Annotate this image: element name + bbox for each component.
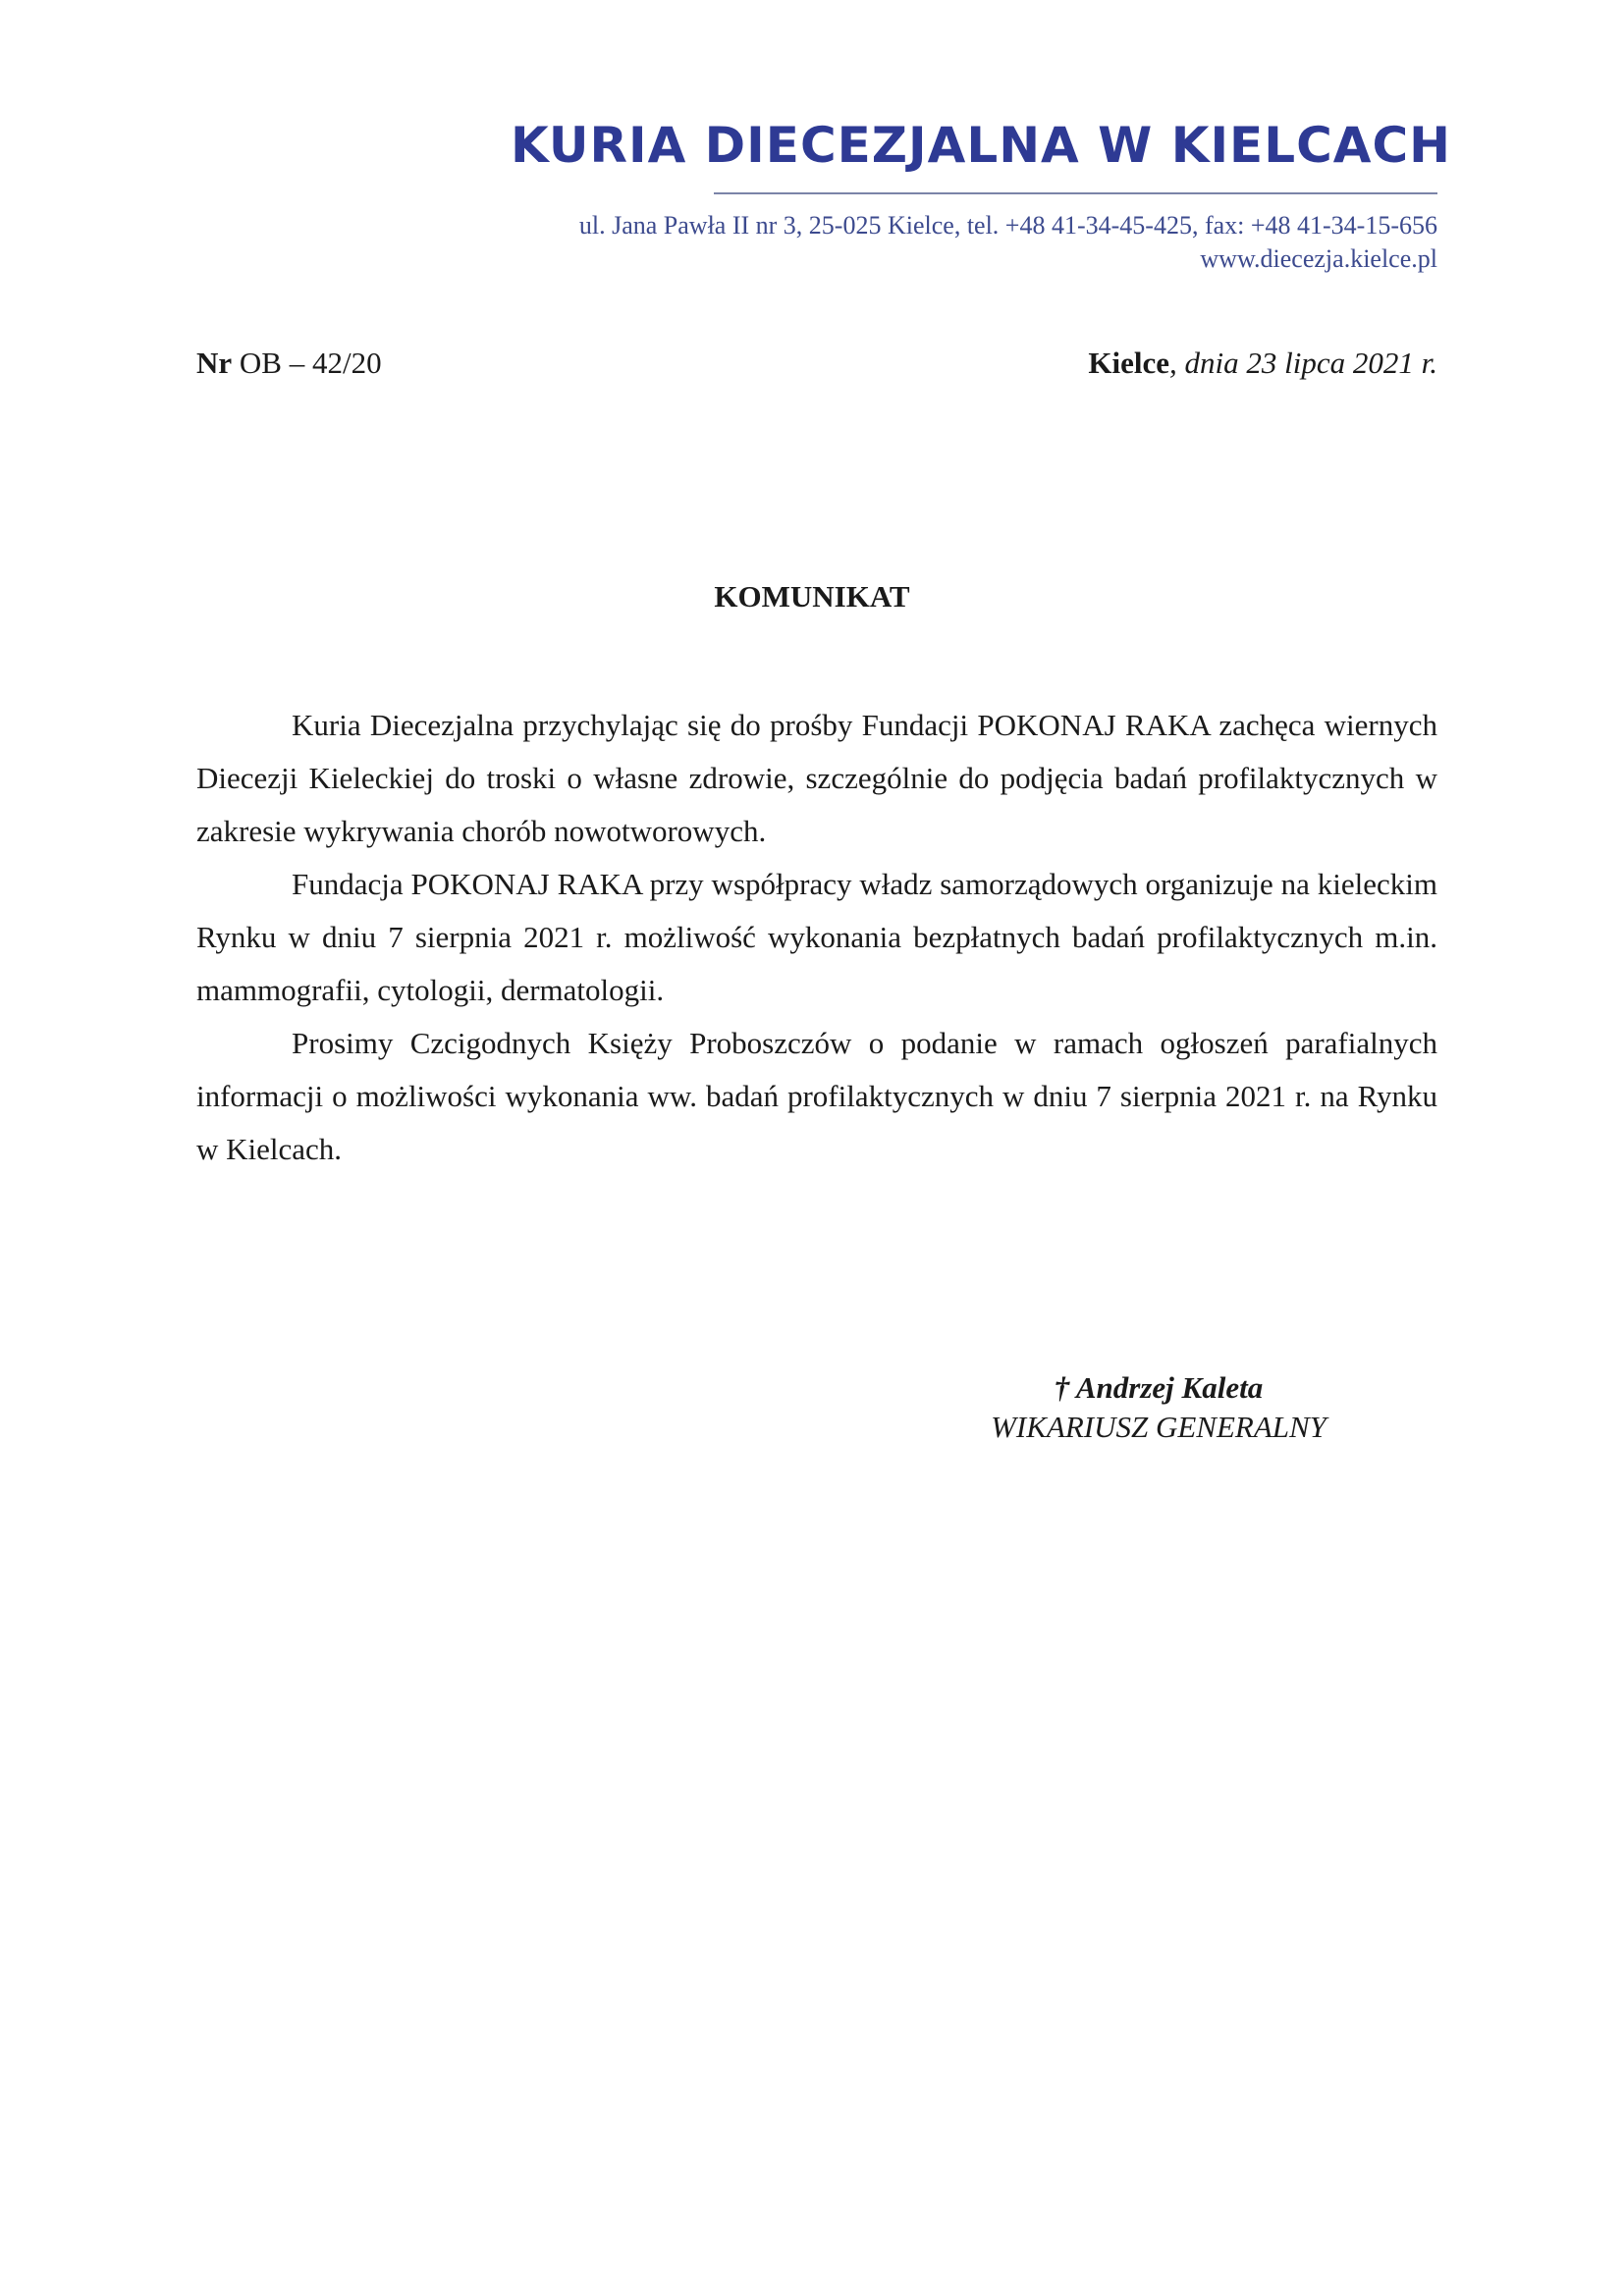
body-paragraph: Fundacja POKONAJ RAKA przy współpracy władz samorządowych organizuje na kieleckim Rynku w dniu 7 sierpnia 2021 r. możliwość wykonania bezpłatnych badań profilaktycznych m.in. mammografii, cytologii, dermatologii.: [196, 867, 1437, 1007]
place-and-date: [1088, 346, 1437, 381]
letterhead-website: www.diecezja.kielce.pl: [1200, 244, 1437, 273]
signature-block: [923, 1368, 1394, 1447]
letterhead-address: ul. Jana Pawła II nr 3, 25-025 Kielce, tel. +48 41-34-45-425, fax: +48 41-34-15-656: [578, 211, 1437, 240]
letterhead: [511, 116, 1452, 273]
body-paragraph: Prosimy Czcigodnych Księży Proboszczów o podanie w ramach ogłoszeń parafialnych informacji o możliwości wykonania ww. badań profilaktycznych w dniu 7 sierpnia 2021 r. na Rynku w Kielcach.: [196, 1026, 1437, 1166]
date-city: Kielce: [1088, 346, 1170, 380]
reference-label: Nr: [196, 346, 233, 380]
letterhead-title: KURIA DIECEZJALNA W KIELCACH: [511, 117, 1452, 174]
document-title: KOMUNIKAT: [714, 579, 910, 614]
reference-number: [196, 346, 382, 381]
letterhead-divider: [714, 192, 1437, 194]
body-paragraph: Kuria Diecezjalna przychylając się do prośby Fundacji POKONAJ RAKA zachęca wiernych Diecezji Kieleckiej do troski o własne zdrowie, szczególnie do podjęcia badań profilaktycznych w zakresie wykrywania chorób nowotworowych.: [196, 708, 1437, 848]
document-body: [196, 699, 1437, 1176]
reference-value: OB – 42/20: [239, 346, 382, 380]
signatory-name: † Andrzej Kaleta: [1054, 1370, 1264, 1405]
date-text: , dnia 23 lipca 2021 r.: [1169, 346, 1437, 380]
signatory-role: WIKARIUSZ GENERALNY: [991, 1410, 1326, 1444]
